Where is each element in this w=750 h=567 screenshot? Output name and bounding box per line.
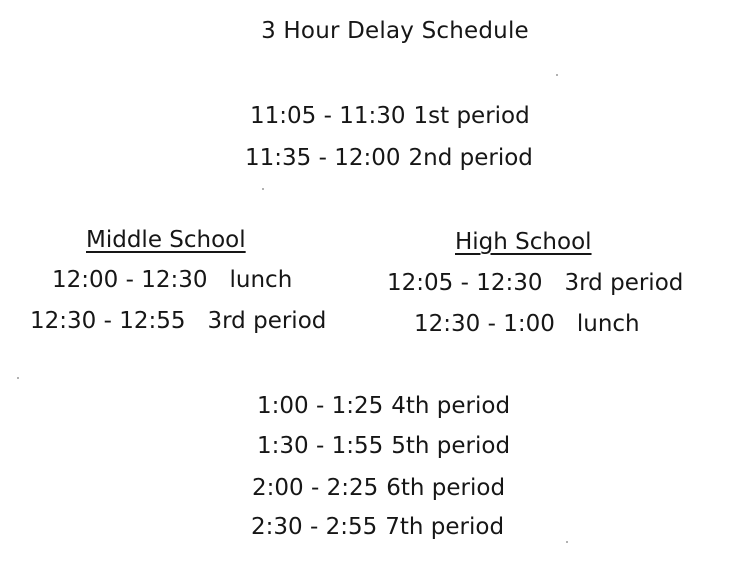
middle-school-heading: Middle School xyxy=(86,227,246,253)
period-time: 12:30 - 1:00 xyxy=(414,311,555,337)
period-time: 12:30 - 12:55 xyxy=(30,308,186,334)
period-time: 1:00 - 1:25 xyxy=(257,393,384,419)
period-label: 5th period xyxy=(391,433,511,459)
period-time: 11:05 - 11:30 xyxy=(250,103,406,129)
high-school-row-2 xyxy=(414,311,640,337)
schedule-row-7th xyxy=(251,514,504,540)
schedule-row-4th xyxy=(257,393,510,419)
high-school-row-1 xyxy=(387,270,683,296)
period-time: 12:05 - 12:30 xyxy=(387,270,543,296)
scan-speck xyxy=(556,74,558,76)
period-label: lunch xyxy=(576,311,640,337)
period-time: 11:35 - 12:00 xyxy=(245,145,401,171)
scan-speck xyxy=(566,541,568,543)
scan-speck xyxy=(17,377,19,379)
middle-school-row-1 xyxy=(52,267,292,293)
period-time: 2:30 - 2:55 xyxy=(251,514,378,540)
schedule-row-2nd xyxy=(245,145,533,171)
period-label: 1st period xyxy=(413,103,530,129)
high-school-heading: High School xyxy=(455,229,592,255)
period-time: 12:00 - 12:30 xyxy=(52,267,208,293)
schedule-row-5th xyxy=(257,433,510,459)
page-title: 3 Hour Delay Schedule xyxy=(261,18,529,44)
period-label: 3rd period xyxy=(564,270,684,296)
period-label: 7th period xyxy=(385,514,505,540)
period-label: lunch xyxy=(229,267,293,293)
schedule-row-1st xyxy=(250,103,530,129)
period-label: 4th period xyxy=(391,393,511,419)
middle-school-row-2 xyxy=(30,308,326,334)
schedule-row-6th xyxy=(252,475,505,501)
period-label: 3rd period xyxy=(207,308,327,334)
period-label: 6th period xyxy=(386,475,506,501)
scan-speck xyxy=(262,188,264,190)
period-label: 2nd period xyxy=(408,145,533,171)
period-time: 2:00 - 2:25 xyxy=(252,475,379,501)
period-time: 1:30 - 1:55 xyxy=(257,433,384,459)
